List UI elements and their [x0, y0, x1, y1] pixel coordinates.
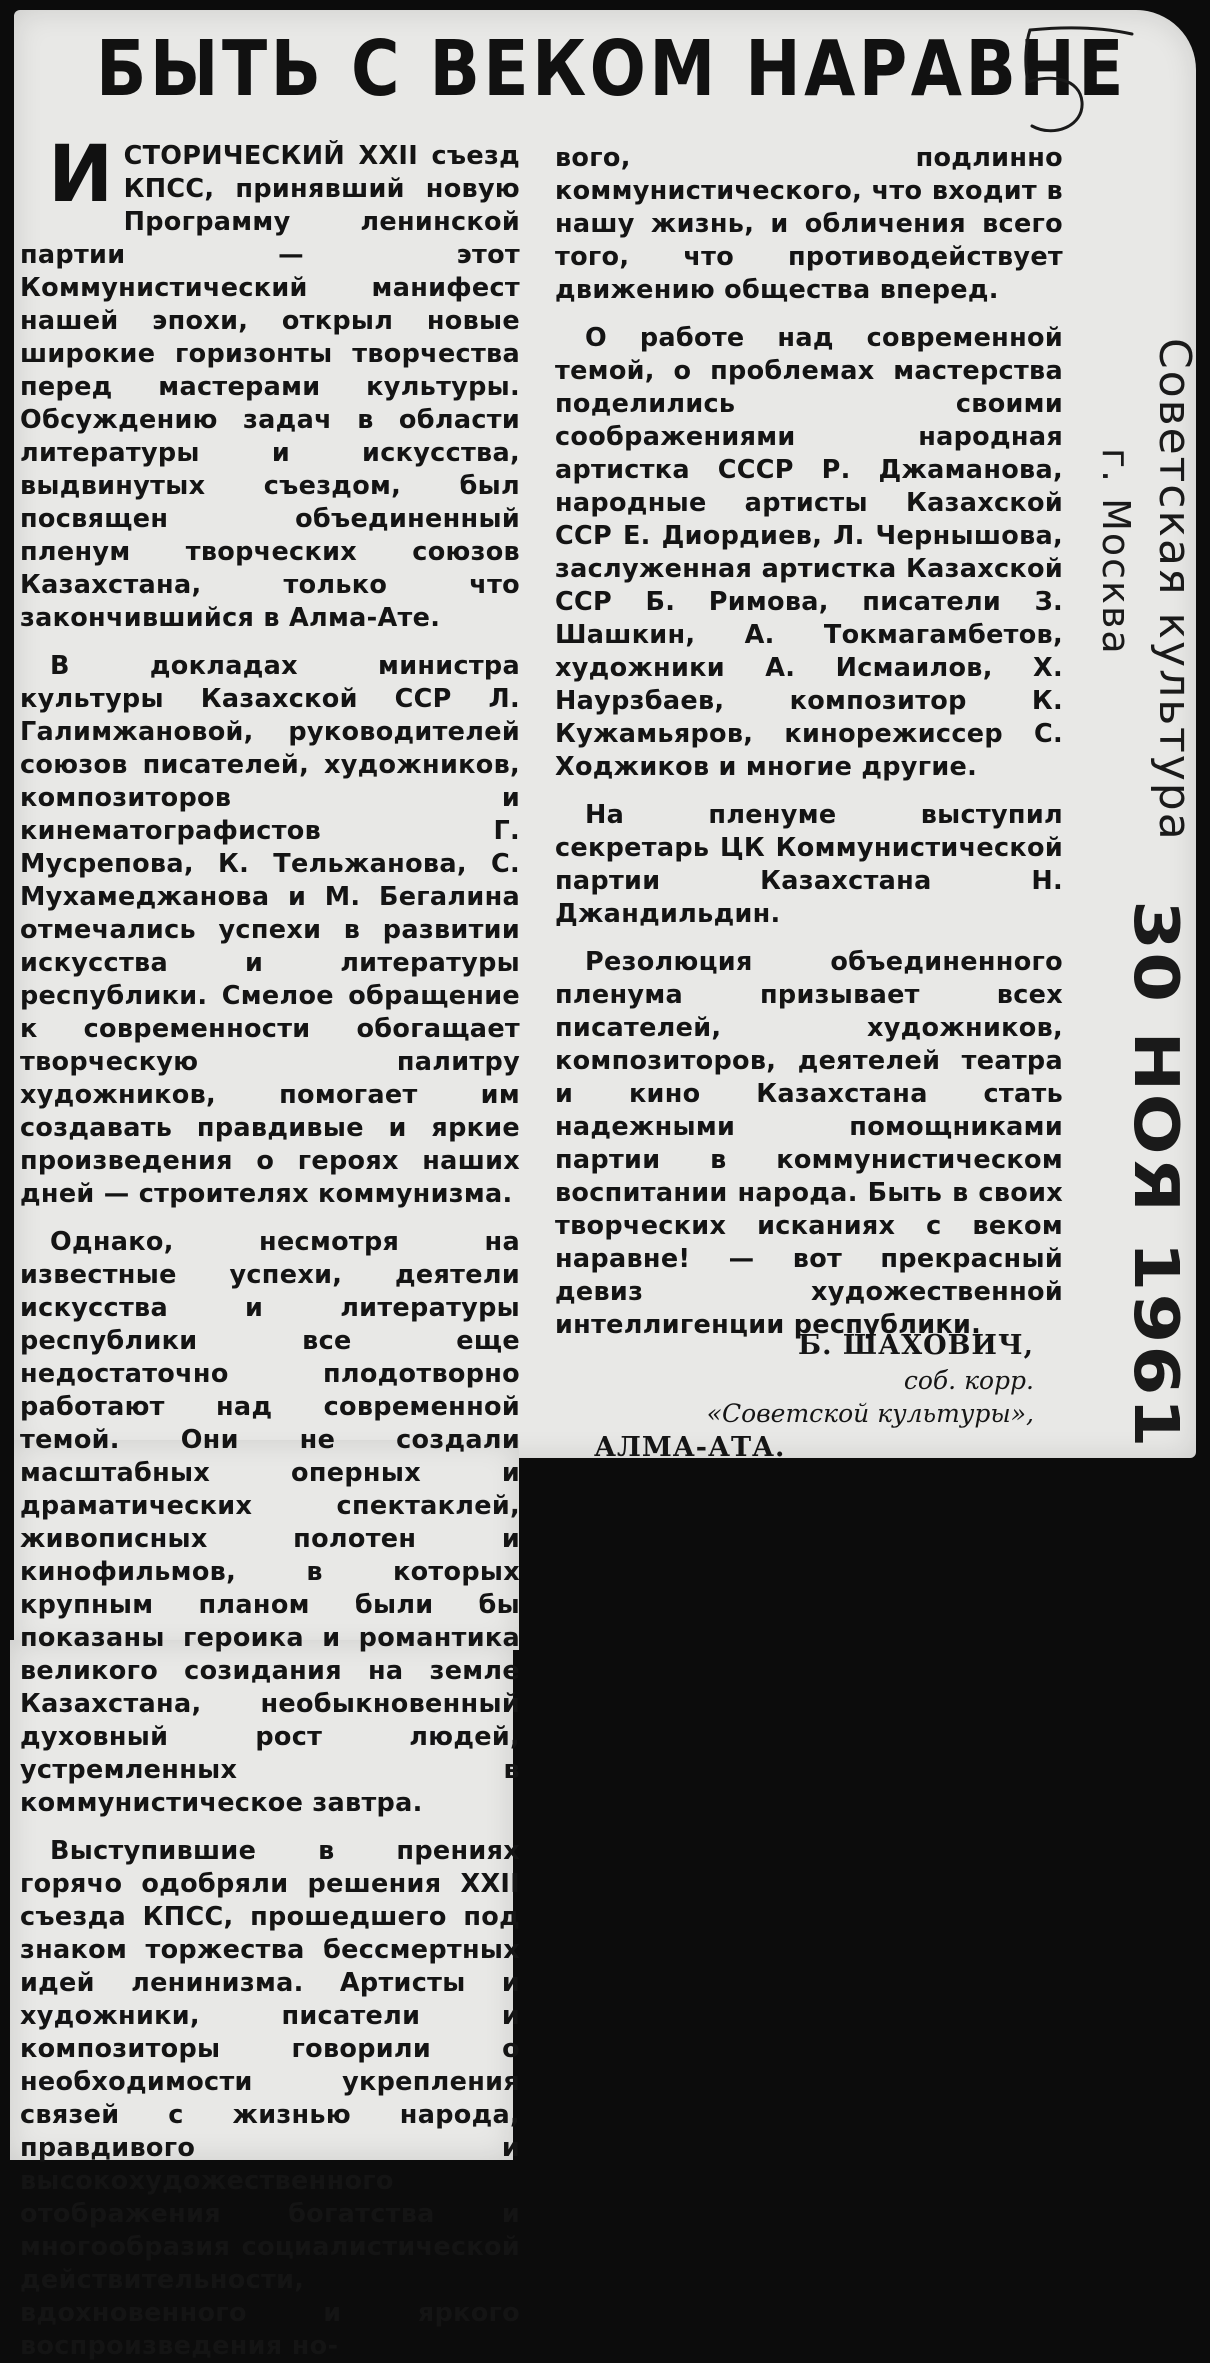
- byline: [594, 1328, 1034, 1466]
- dropcap: И: [48, 130, 114, 220]
- article-column-left: [20, 130, 520, 2363]
- handwritten-number: [1010, 22, 1140, 142]
- paragraph-2: В докладах министра культуры Казахской ССР Л. Галимжановой, руководителей союзов писателей, художников, композиторов и кинематографистов Г. Мусрепова, К. Тельжанова, С. Мухамеджанова и М. Бегалина отмечались успехи в развитии искусства и литературы республики. Смелое обращение к современности обогащает творческую палитру художников, помогает им создавать правдивые и яркие произведения о героях наших дней — строителях коммунизма.: [20, 651, 520, 1209]
- handwritten-five-icon: [1010, 22, 1140, 142]
- article-title: БЫТЬ С ВЕКОМ НАРАВНЕ: [96, 25, 1127, 114]
- stamp-date: 30 НОЯ 1961: [1120, 900, 1192, 1450]
- paragraph-6: О работе над современной темой, о проблемах мастерства поделились своими соображениями народная артистка СССР Р. Джаманова, народные артисты Казахской ССР Е. Диордиев, Л. Чернышова, заслуженная артистка Казахской ССР Б. Римова, писатели З. Шашкин, А. Токмагамбетов, художники А. Исмаилов, Х. Наурзбаев, композитор К. Кужамьяров, кинорежиссер С. Ходжиков и многие другие.: [555, 323, 1063, 782]
- paragraph-5: вого, подлинно коммунистического, что входит в нашу жизнь, и обличения всего того, что противодействует движению общества вперед.: [555, 143, 1063, 305]
- dateline-city: АЛМА-АТА.: [594, 1432, 786, 1463]
- paragraph-1-text: СТОРИЧЕСКИЙ XXII съезд КПСС, принявший новую Программу ленинской партии — этот Коммунистический манифест нашей эпохи, открыл новые широкие горизонты творчества перед мастерами культуры. Обсуждению задач в области литературы и искусства, выдвинутых съездом, был посвящен объединенный пленум творческих союзов Казахстана, только что закончившийся в Алма-Ате.: [20, 141, 520, 633]
- article-column-right: [555, 142, 1063, 1342]
- paragraph-4: Выступившие в прениях горячо одобряли решения XXII съезда КПСС, прошедшего под знаком торжества бессмертных идей ленинизма. Артисты и художники, писатели и композиторы говорили о необходимости укрепления связей с жизнью народа, правдивого и высокохудожественного отображения богатства и многообразия социалистической действительности, вдохновенного и яркого воспроизведения но-: [20, 1836, 520, 2361]
- stamp-city: г. Москва: [1094, 448, 1138, 656]
- paragraph-3: Однако, несмотря на известные успехи, деятели искусства и литературы республики все еще недостаточно плодотворно работают над современной темой. Они не создали масштабных оперных и драматических спектаклей, живописных полотен и кинофильмов, в которых крупным планом были бы показаны героика и романтика великого созидания на земле Казахстана, необыкновенный духовный рост людей, устремленных в коммунистическое завтра.: [20, 1227, 520, 1818]
- paragraph-7: На пленуме выступил секретарь ЦК Коммунистической партии Казахстана Н. Джандильдин.: [555, 800, 1063, 929]
- author-role: соб. корр.: [903, 1366, 1034, 1395]
- stamp-newspaper-name: Советская культура: [1149, 338, 1200, 842]
- paragraph-8: Резолюция объединенного пленума призывает всех писателей, художников, композиторов, деятелей театра и кино Казахстана стать надежными помощниками партии в коммунистическом воспитании народа. Быть в своих творческих исканиях с веком наравне! — вот прекрасный девиз художественной интеллигенции республики.: [555, 947, 1063, 1340]
- paragraph-1: [20, 130, 520, 635]
- author-newspaper: «Советской культуры»,: [706, 1399, 1034, 1428]
- author-name: Б. ШАХОВИЧ,: [798, 1330, 1034, 1361]
